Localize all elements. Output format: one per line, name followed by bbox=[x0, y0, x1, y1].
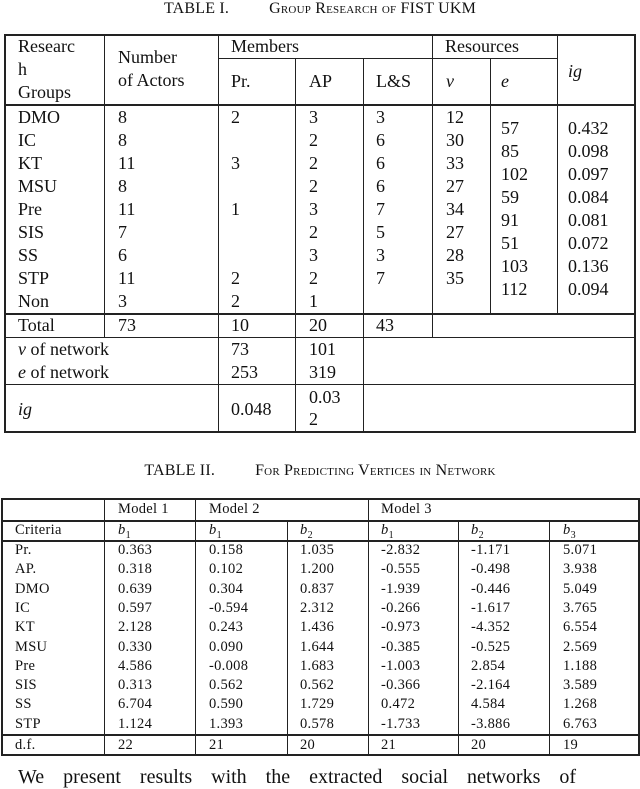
coef-value: -0.385 bbox=[381, 638, 421, 655]
table1-cell-ig: 0.097 bbox=[568, 164, 609, 184]
table1-cell-groups: SIS bbox=[18, 222, 45, 242]
coef-symbol: b bbox=[471, 522, 479, 538]
divider bbox=[104, 498, 105, 756]
table1-cell-ls: 3 bbox=[376, 107, 385, 127]
criteria-label: AP. bbox=[15, 561, 37, 578]
header-pr: Pr. bbox=[231, 71, 251, 91]
table1-cell-pr: 3 bbox=[231, 153, 240, 173]
table1-cell-actors: 8 bbox=[118, 130, 127, 150]
table1-cell-groups: SS bbox=[18, 245, 39, 265]
header-actors-1: Number bbox=[118, 47, 177, 67]
coef-value: 1.124 bbox=[118, 715, 153, 732]
table1-cell-ap: 2 bbox=[309, 130, 318, 150]
table1-cell-ig: 0.084 bbox=[568, 187, 609, 207]
coef-value: 0.562 bbox=[300, 677, 335, 694]
criteria-header: Criteria bbox=[15, 522, 62, 538]
coef-value: -0.446 bbox=[471, 580, 511, 597]
divider bbox=[104, 34, 105, 337]
table1-cell-ls: 3 bbox=[376, 245, 385, 265]
table1-cell-e: 85 bbox=[501, 141, 519, 161]
coef-symbol: b bbox=[300, 522, 308, 538]
coef-value: 1.729 bbox=[300, 696, 335, 713]
header-ls: L&S bbox=[376, 71, 412, 91]
divider bbox=[1, 520, 640, 522]
criteria-label: SIS bbox=[15, 677, 37, 694]
coef-value: -0.555 bbox=[381, 561, 421, 578]
coef-value: 1.200 bbox=[300, 561, 335, 578]
coef-value: 0.318 bbox=[118, 561, 153, 578]
header-groups-1: Researc bbox=[18, 36, 75, 56]
coef-value: 1.393 bbox=[209, 715, 244, 732]
coef-index: 2 bbox=[307, 529, 313, 541]
table1-cell-actors: 7 bbox=[118, 222, 127, 242]
header-groups-2: h bbox=[18, 59, 27, 79]
table1-cell-v: 27 bbox=[446, 222, 464, 242]
coef-value: -1.003 bbox=[381, 657, 421, 674]
divider bbox=[195, 498, 196, 756]
table1-cell-e: 91 bbox=[501, 210, 519, 230]
table1-cell-v: 34 bbox=[446, 199, 464, 219]
criteria-label: KT bbox=[15, 619, 35, 636]
table1-cell-actors: 11 bbox=[118, 199, 136, 219]
coef-value: 1.644 bbox=[300, 638, 335, 655]
coef-value: 3.938 bbox=[563, 561, 598, 578]
table1-cell-actors: 6 bbox=[118, 245, 127, 265]
coef-value: -1.617 bbox=[471, 599, 511, 616]
header-ig: ig bbox=[568, 61, 583, 81]
divider bbox=[432, 34, 433, 337]
table2-label: TABLE II. bbox=[144, 462, 216, 479]
table1-cell-actors: 8 bbox=[118, 107, 127, 127]
table1-title: Group Research of FIST UKM bbox=[269, 0, 477, 17]
coef-value: 1.035 bbox=[300, 542, 335, 558]
coef-value: 0.304 bbox=[209, 580, 244, 597]
criteria-label: Pre bbox=[15, 657, 36, 674]
coef-value: 2.312 bbox=[300, 599, 335, 616]
table1-cell-v: 33 bbox=[446, 153, 464, 173]
coef-value: 0.102 bbox=[209, 561, 244, 578]
coef-value: 5.071 bbox=[563, 542, 598, 558]
df-value: 20 bbox=[300, 737, 316, 753]
header-e: e bbox=[501, 71, 509, 91]
table1-cell-ap: 1 bbox=[309, 291, 318, 311]
table1-cell-groups: DMO bbox=[18, 107, 61, 127]
table1-cell-pr: 2 bbox=[231, 107, 240, 127]
ig-row-ap-1: 0.03 bbox=[309, 387, 341, 407]
table1-cell-actors: 11 bbox=[118, 153, 136, 173]
table1-cell-ig: 0.432 bbox=[568, 118, 609, 138]
df-value: 22 bbox=[118, 737, 134, 753]
divider bbox=[549, 520, 550, 756]
table1-cell-groups: Pre bbox=[18, 199, 42, 219]
model-2-header: Model 2 bbox=[209, 501, 260, 517]
coef-value: -1.939 bbox=[381, 580, 421, 597]
divider bbox=[295, 58, 296, 432]
table1-cell-ap: 3 bbox=[309, 199, 318, 219]
table1-cell-ig: 0.072 bbox=[568, 233, 609, 253]
table1-cell-ls: 7 bbox=[376, 199, 385, 219]
coef-value: -3.886 bbox=[471, 715, 511, 732]
table1-cell-ap: 3 bbox=[309, 107, 318, 127]
df-value: 19 bbox=[563, 737, 579, 753]
total-label: Total bbox=[18, 315, 55, 335]
coef-value: 0.313 bbox=[118, 677, 153, 694]
coef-value: -0.525 bbox=[471, 638, 511, 655]
ig-row-label: ig bbox=[18, 399, 33, 419]
table1-cell-actors: 3 bbox=[118, 291, 127, 311]
v-network-pr: 73 bbox=[231, 339, 249, 359]
coef-value: 5.049 bbox=[563, 580, 598, 597]
coef-value: 0.090 bbox=[209, 638, 244, 655]
table1-label: TABLE I. bbox=[163, 0, 230, 17]
total-actors: 73 bbox=[118, 315, 136, 335]
table1-cell-v: 35 bbox=[446, 268, 464, 288]
divider bbox=[218, 58, 557, 59]
divider bbox=[287, 520, 288, 756]
coef-value: 3.589 bbox=[563, 677, 598, 694]
header-ap: AP bbox=[309, 71, 333, 91]
table1-cell-groups: STP bbox=[18, 268, 50, 288]
coef-value: 3.765 bbox=[563, 599, 598, 616]
table2-title: For Predicting Vertices in Network bbox=[255, 462, 496, 479]
table1-cell-e: 59 bbox=[501, 187, 519, 207]
table1-cell-ls: 6 bbox=[376, 176, 385, 196]
table1-cell-e: 51 bbox=[501, 233, 519, 253]
table1-cell-ap: 3 bbox=[309, 245, 318, 265]
table1-cell-v: 12 bbox=[446, 107, 464, 127]
coef-value: 4.586 bbox=[118, 657, 153, 674]
table1-cell-ls: 7 bbox=[376, 268, 385, 288]
coef-value: 2.569 bbox=[563, 638, 598, 655]
ig-row-ap-2: 2 bbox=[309, 409, 318, 429]
coef-index: 1 bbox=[125, 529, 131, 541]
coef-value: 2.128 bbox=[118, 619, 153, 636]
criteria-label: DMO bbox=[15, 580, 50, 597]
coef-value: -0.594 bbox=[209, 599, 249, 616]
table1-cell-pr: 1 bbox=[231, 199, 240, 219]
coef-value: -0.266 bbox=[381, 599, 421, 616]
coef-value: 0.597 bbox=[118, 599, 153, 616]
coef-value: 0.562 bbox=[209, 677, 244, 694]
table1-cell-groups: IC bbox=[18, 130, 36, 150]
criteria-label: Pr. bbox=[15, 542, 32, 558]
table1-cell-ap: 2 bbox=[309, 222, 318, 242]
body-paragraph: We present results with the extracted social networks of bbox=[18, 766, 577, 788]
coef-value: 0.330 bbox=[118, 638, 153, 655]
coef-value: 2.854 bbox=[471, 657, 506, 674]
table1-cell-ls: 6 bbox=[376, 153, 385, 173]
coef-value: 1.683 bbox=[300, 657, 335, 674]
coef-value: -4.352 bbox=[471, 619, 511, 636]
divider bbox=[368, 498, 369, 756]
df-value: 21 bbox=[209, 737, 225, 753]
coef-value: 1.188 bbox=[563, 657, 598, 674]
df-value: 21 bbox=[381, 737, 397, 753]
ig-row-pr: 0.048 bbox=[231, 399, 272, 419]
table1-cell-v: 30 bbox=[446, 130, 464, 150]
total-pr: 10 bbox=[231, 315, 249, 335]
table1-cell-ap: 2 bbox=[309, 153, 318, 173]
header-members: Members bbox=[231, 36, 299, 56]
header-resources: Resources bbox=[445, 36, 519, 56]
divider bbox=[1, 734, 640, 736]
table1-cell-ig: 0.136 bbox=[568, 256, 609, 276]
table1-cell-pr: 2 bbox=[231, 268, 240, 288]
table1-cell-e: 103 bbox=[501, 256, 528, 276]
criteria-label: STP bbox=[15, 715, 41, 732]
coef-value: 0.472 bbox=[381, 696, 416, 713]
divider bbox=[490, 58, 491, 313]
coef-value: 6.704 bbox=[118, 696, 153, 713]
coef-value: 0.158 bbox=[209, 542, 244, 558]
table1-cell-e: 112 bbox=[501, 279, 528, 299]
coef-value: 0.590 bbox=[209, 696, 244, 713]
table1-cell-v: 27 bbox=[446, 176, 464, 196]
table1-cell-actors: 8 bbox=[118, 176, 127, 196]
table1-cell-ls: 5 bbox=[376, 222, 385, 242]
table1-cell-pr: 2 bbox=[231, 291, 240, 311]
total-ls: 43 bbox=[376, 315, 394, 335]
coef-value: 1.436 bbox=[300, 619, 335, 636]
coef-value: 1.268 bbox=[563, 696, 598, 713]
coef-value: -1.733 bbox=[381, 715, 421, 732]
v-network-label: v of network bbox=[18, 339, 109, 359]
divider bbox=[218, 34, 219, 432]
table1-cell-ap: 2 bbox=[309, 176, 318, 196]
coef-index: 2 bbox=[478, 529, 484, 541]
table1-caption bbox=[0, 0, 640, 18]
coef-value: -1.171 bbox=[471, 542, 511, 558]
criteria-label: IC bbox=[15, 599, 31, 616]
coef-value: 0.578 bbox=[300, 715, 335, 732]
df-label: d.f. bbox=[15, 737, 36, 753]
table1-cell-ig: 0.081 bbox=[568, 210, 609, 230]
table2-caption bbox=[0, 462, 640, 480]
table1-cell-actors: 11 bbox=[118, 268, 136, 288]
coef-value: -0.008 bbox=[209, 657, 249, 674]
divider bbox=[4, 104, 636, 106]
df-value: 20 bbox=[471, 737, 487, 753]
coef-value: -0.366 bbox=[381, 677, 421, 694]
e-network-label: e of network bbox=[18, 362, 109, 382]
coef-index: 1 bbox=[388, 529, 394, 541]
table1-cell-ig: 0.094 bbox=[568, 279, 609, 299]
table1-cell-v: 28 bbox=[446, 245, 464, 265]
coef-index: 1 bbox=[216, 529, 222, 541]
table1-cell-groups: MSU bbox=[18, 176, 58, 196]
divider bbox=[458, 520, 459, 756]
coef-value: -0.498 bbox=[471, 561, 511, 578]
coef-value: -0.973 bbox=[381, 619, 421, 636]
coef-symbol: b bbox=[209, 522, 217, 538]
divider bbox=[4, 384, 636, 385]
e-network-pr: 253 bbox=[231, 362, 258, 382]
coef-value: 0.639 bbox=[118, 580, 153, 597]
coef-value: 0.363 bbox=[118, 542, 153, 558]
table1-cell-e: 102 bbox=[501, 164, 528, 184]
coef-symbol: b bbox=[381, 522, 389, 538]
table1-cell-groups: KT bbox=[18, 153, 42, 173]
coef-symbol: b bbox=[563, 522, 571, 538]
header-groups-3: Groups bbox=[18, 82, 71, 102]
criteria-label: MSU bbox=[15, 638, 48, 655]
table1-cell-e: 57 bbox=[501, 118, 519, 138]
header-actors-2: of Actors bbox=[118, 70, 185, 90]
coef-value: -2.832 bbox=[381, 542, 421, 558]
coef-value: 0.837 bbox=[300, 580, 335, 597]
coef-value: -2.164 bbox=[471, 677, 511, 694]
model-1-header: Model 1 bbox=[118, 501, 169, 517]
table1-cell-ig: 0.098 bbox=[568, 141, 609, 161]
table1-cell-groups: Non bbox=[18, 291, 49, 311]
table1-cell-ls: 6 bbox=[376, 130, 385, 150]
coef-symbol: b bbox=[118, 522, 126, 538]
coef-value: 0.243 bbox=[209, 619, 244, 636]
divider bbox=[363, 58, 364, 432]
table1-cell-ap: 2 bbox=[309, 268, 318, 288]
total-ap: 20 bbox=[309, 315, 327, 335]
coef-value: 6.763 bbox=[563, 715, 598, 732]
model-3-header: Model 3 bbox=[381, 501, 432, 517]
coef-value: 6.554 bbox=[563, 619, 598, 636]
criteria-label: SS bbox=[15, 696, 32, 713]
divider bbox=[557, 34, 558, 313]
coef-index: 3 bbox=[570, 529, 576, 541]
coef-value: 4.584 bbox=[471, 696, 506, 713]
header-v: v bbox=[446, 71, 454, 91]
v-network-ap: 101 bbox=[309, 339, 336, 359]
e-network-ap: 319 bbox=[309, 362, 336, 382]
